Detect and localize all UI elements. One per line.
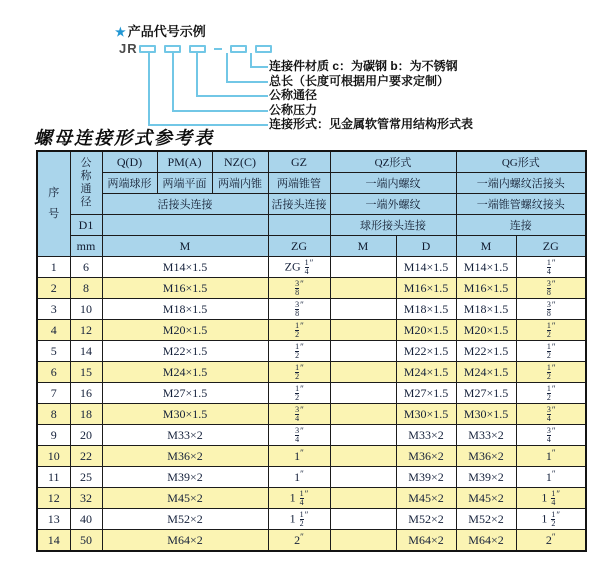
table-row bbox=[37, 257, 586, 278]
col-d1: D1 bbox=[70, 215, 102, 236]
cell-qg-zg: 1 $\frac{1}{2}$ ″ bbox=[516, 509, 586, 530]
cell-m: M22×1.5 bbox=[102, 341, 268, 362]
cell-dn: 6 bbox=[70, 257, 102, 278]
col-qg-sub: 一端内螺纹活接头 bbox=[456, 173, 586, 194]
cell-m: M33×2 bbox=[102, 425, 268, 446]
code-box bbox=[164, 45, 181, 53]
cell-qz-d: M14×1.5 bbox=[396, 257, 456, 278]
cell-dn: 40 bbox=[70, 509, 102, 530]
cell-qz-d: M27×1.5 bbox=[396, 383, 456, 404]
fraction: $\frac{1}{2}$ bbox=[551, 509, 556, 528]
header-row-2 bbox=[37, 173, 586, 194]
code-box bbox=[255, 45, 272, 53]
cell-m: M39×2 bbox=[102, 467, 268, 488]
callout-label: 连接件材质 c：为碳钢 b：为不锈钢 bbox=[269, 59, 458, 73]
cell-qz-d: M39×2 bbox=[396, 467, 456, 488]
cell-qz-m bbox=[330, 383, 396, 404]
nut-connection-table bbox=[36, 150, 587, 552]
cell-seq: 9 bbox=[37, 425, 70, 446]
cell-dn: 20 bbox=[70, 425, 102, 446]
table-row bbox=[37, 362, 586, 383]
table-row bbox=[37, 383, 586, 404]
cell-seq: 13 bbox=[37, 509, 70, 530]
cell-qz-d: M24×1.5 bbox=[396, 362, 456, 383]
col-pm-sub: 两端平面 bbox=[157, 173, 212, 194]
union-connection: 活接头连接 bbox=[102, 194, 268, 215]
cell-qg-zg: $\frac{1}{2}$ ″ bbox=[516, 362, 586, 383]
fraction: $\frac{3}{8}$ bbox=[295, 299, 300, 318]
cell-qz-m bbox=[330, 446, 396, 467]
table-row bbox=[37, 509, 586, 530]
fraction: $\frac{3}{4}$ bbox=[546, 425, 551, 444]
fraction: $\frac{1}{2}$ bbox=[295, 362, 300, 381]
code-dash bbox=[214, 48, 222, 50]
fraction: $\frac{1}{2}$ bbox=[546, 362, 551, 381]
cell-seq: 10 bbox=[37, 446, 70, 467]
cell-qg-zg: $\frac{3}{4}$ ″ bbox=[516, 425, 586, 446]
fraction: $\frac{3}{8}$ bbox=[546, 299, 551, 318]
col-pm: PM(A) bbox=[157, 151, 212, 173]
cell-qg-m: M64×2 bbox=[456, 530, 516, 552]
qz-external-thread: 一端外螺纹 bbox=[330, 194, 456, 215]
cell-gz: 1″ bbox=[268, 446, 330, 467]
fraction: $\frac{3}{4}$ bbox=[546, 404, 551, 423]
cell-qz-m bbox=[330, 467, 396, 488]
cell-seq: 5 bbox=[37, 341, 70, 362]
unit-qz-m: M bbox=[330, 236, 396, 257]
fraction: $\frac{1}{4}$ bbox=[299, 488, 304, 507]
cell-dn: 16 bbox=[70, 383, 102, 404]
col-qg: QG形式 bbox=[456, 151, 586, 173]
cell-qz-m bbox=[330, 509, 396, 530]
cell-seq: 14 bbox=[37, 530, 70, 552]
cell-qz-m bbox=[330, 404, 396, 425]
cell-m: M18×1.5 bbox=[102, 299, 268, 320]
fraction: $\frac{3}{4}$ bbox=[295, 425, 300, 444]
col-qz-sub: 一端内螺纹 bbox=[330, 173, 456, 194]
cell-qg-m: M24×1.5 bbox=[456, 362, 516, 383]
col-gz: GZ bbox=[268, 151, 330, 173]
cell-qz-m bbox=[330, 257, 396, 278]
code-box bbox=[139, 45, 156, 53]
cell-qg-m: M33×2 bbox=[456, 425, 516, 446]
cell-qg-zg: $\frac{3}{8}$ ″ bbox=[516, 278, 586, 299]
cell-qg-zg: 1″ bbox=[516, 467, 586, 488]
cell-seq: 4 bbox=[37, 320, 70, 341]
cell-gz: 1 $\frac{1}{2}$ ″ bbox=[268, 509, 330, 530]
cell-gz: $\frac{3}{4}$ ″ bbox=[268, 425, 330, 446]
unit-m: M bbox=[102, 236, 268, 257]
fraction: $\frac{1}{2}$ bbox=[546, 320, 551, 339]
cell-dn: 32 bbox=[70, 488, 102, 509]
cell-seq: 1 bbox=[37, 257, 70, 278]
cell-qz-d: M36×2 bbox=[396, 446, 456, 467]
cell-dn: 14 bbox=[70, 341, 102, 362]
callout-label: 公称通径 bbox=[269, 88, 318, 102]
cell-gz: $\frac{3}{8}$ ″ bbox=[268, 278, 330, 299]
fraction: $\frac{3}{4}$ bbox=[295, 404, 300, 423]
cell-dn: 50 bbox=[70, 530, 102, 552]
col-dn: 公 称 通 径 bbox=[70, 151, 102, 215]
fraction: $\frac{1}{4}$ bbox=[546, 257, 551, 276]
product-code-prefix: JR bbox=[119, 41, 138, 56]
qg-connection: 连接 bbox=[456, 215, 586, 236]
cell-qz-d: M33×2 bbox=[396, 425, 456, 446]
cell-qg-zg: 1″ bbox=[516, 446, 586, 467]
cell-m: M14×1.5 bbox=[102, 257, 268, 278]
cell-qz-d: M22×1.5 bbox=[396, 341, 456, 362]
cell-gz: $\frac{3}{8}$ ″ bbox=[268, 299, 330, 320]
cell-dn: 8 bbox=[70, 278, 102, 299]
cell-qg-zg: $\frac{3}{4}$ ″ bbox=[516, 404, 586, 425]
fraction: $\frac{1}{2}$ bbox=[546, 341, 551, 360]
callout-label: 连接形式：见金属软管常用结构形式表 bbox=[269, 117, 474, 131]
diagram-caption bbox=[115, 21, 206, 40]
cell-qz-d: M64×2 bbox=[396, 530, 456, 552]
cell-qz-m bbox=[330, 278, 396, 299]
code-box bbox=[230, 45, 247, 53]
table-row bbox=[37, 488, 586, 509]
col-seq: 序 号 bbox=[37, 151, 70, 257]
fraction: $\frac{3}{8}$ bbox=[295, 278, 300, 297]
cell-qg-zg: $\frac{1}{2}$ ″ bbox=[516, 383, 586, 404]
cell-seq: 8 bbox=[37, 404, 70, 425]
cell-qz-m bbox=[330, 341, 396, 362]
code-box bbox=[189, 45, 206, 53]
callout-line bbox=[250, 53, 268, 68]
page-title: 螺母连接形式参考表 bbox=[34, 128, 214, 149]
fraction: $\frac{3}{8}$ bbox=[546, 278, 551, 297]
cell-qg-m: M22×1.5 bbox=[456, 341, 516, 362]
table-row bbox=[37, 446, 586, 467]
cell-qg-m: M52×2 bbox=[456, 509, 516, 530]
qz-ball-connection: 球形接头连接 bbox=[330, 215, 456, 236]
cell-gz: 1 $\frac{1}{4}$ ″ bbox=[268, 488, 330, 509]
cell-qg-m: M36×2 bbox=[456, 446, 516, 467]
cell-gz: $\frac{1}{2}$ ″ bbox=[268, 341, 330, 362]
gz-connection: 活接头连接 bbox=[268, 194, 330, 215]
cell-qg-m: M20×1.5 bbox=[456, 320, 516, 341]
cell-qg-m: M27×1.5 bbox=[456, 383, 516, 404]
unit-mm: mm bbox=[70, 236, 102, 257]
cell-m: M36×2 bbox=[102, 446, 268, 467]
empty-cell bbox=[102, 215, 268, 236]
table-row bbox=[37, 341, 586, 362]
cell-qg-m: M30×1.5 bbox=[456, 404, 516, 425]
fraction: $\frac{1}{2}$ bbox=[295, 383, 300, 402]
cell-qg-zg: $\frac{1}{2}$ ″ bbox=[516, 320, 586, 341]
fraction: $\frac{1}{2}$ bbox=[295, 320, 300, 339]
cell-seq: 7 bbox=[37, 383, 70, 404]
table-row bbox=[37, 530, 586, 552]
table-row bbox=[37, 320, 586, 341]
unit-qz-d: D bbox=[396, 236, 456, 257]
header-row-5 bbox=[37, 236, 586, 257]
cell-dn: 25 bbox=[70, 467, 102, 488]
qg-taper-joint: 一端锥管螺纹接头 bbox=[456, 194, 586, 215]
col-q: Q(D) bbox=[102, 151, 157, 173]
table-row bbox=[37, 467, 586, 488]
fraction: $\frac{1}{2}$ bbox=[295, 341, 300, 360]
callout-label: 公称压力 bbox=[269, 103, 318, 117]
table-row bbox=[37, 404, 586, 425]
cell-qz-d: M16×1.5 bbox=[396, 278, 456, 299]
fraction: $\frac{1}{4}$ bbox=[304, 257, 309, 276]
cell-qg-m: M39×2 bbox=[456, 467, 516, 488]
cell-qz-d: M45×2 bbox=[396, 488, 456, 509]
cell-gz: $\frac{3}{4}$ ″ bbox=[268, 404, 330, 425]
table-row bbox=[37, 425, 586, 446]
cell-m: M30×1.5 bbox=[102, 404, 268, 425]
col-gz-sub: 两端锥管 bbox=[268, 173, 330, 194]
fraction: $\frac{1}{2}$ bbox=[546, 383, 551, 402]
empty-cell bbox=[268, 215, 330, 236]
header-row-4 bbox=[37, 215, 586, 236]
cell-qg-zg: $\frac{1}{4}$ ″ bbox=[516, 257, 586, 278]
code-boxes bbox=[139, 45, 272, 53]
header-row-3 bbox=[37, 194, 586, 215]
col-nz: NZ(C) bbox=[212, 151, 268, 173]
cell-qg-m: M45×2 bbox=[456, 488, 516, 509]
fraction: $\frac{1}{4}$ bbox=[551, 488, 556, 507]
cell-qg-m: M18×1.5 bbox=[456, 299, 516, 320]
unit-qg-m: M bbox=[456, 236, 516, 257]
cell-m: M20×1.5 bbox=[102, 320, 268, 341]
cell-gz: 1″ bbox=[268, 467, 330, 488]
cell-qz-m bbox=[330, 299, 396, 320]
cell-dn: 15 bbox=[70, 362, 102, 383]
cell-dn: 12 bbox=[70, 320, 102, 341]
cell-m: M64×2 bbox=[102, 530, 268, 552]
unit-qg-zg: ZG bbox=[516, 236, 586, 257]
cell-qz-d: M30×1.5 bbox=[396, 404, 456, 425]
cell-gz: $\frac{1}{2}$ ″ bbox=[268, 320, 330, 341]
cell-qz-d: M52×2 bbox=[396, 509, 456, 530]
cell-gz: ZG $\frac{1}{4}$ ″ bbox=[268, 257, 330, 278]
cell-qg-zg: 2″ bbox=[516, 530, 586, 552]
col-qz: QZ形式 bbox=[330, 151, 456, 173]
cell-m: M27×1.5 bbox=[102, 383, 268, 404]
cell-seq: 11 bbox=[37, 467, 70, 488]
col-nz-sub: 两端内锥 bbox=[212, 173, 268, 194]
cell-qg-zg: $\frac{1}{2}$ ″ bbox=[516, 341, 586, 362]
table-row bbox=[37, 278, 586, 299]
cell-qz-m bbox=[330, 362, 396, 383]
cell-qz-d: M20×1.5 bbox=[396, 320, 456, 341]
cell-qg-m: M16×1.5 bbox=[456, 278, 516, 299]
cell-dn: 22 bbox=[70, 446, 102, 467]
cell-m: M16×1.5 bbox=[102, 278, 268, 299]
cell-qg-zg: 1 $\frac{1}{4}$ ″ bbox=[516, 488, 586, 509]
cell-qg-m: M14×1.5 bbox=[456, 257, 516, 278]
col-q-sub: 两端球形 bbox=[102, 173, 157, 194]
cell-gz: $\frac{1}{2}$ ″ bbox=[268, 362, 330, 383]
header-row-1 bbox=[37, 151, 586, 173]
cell-qz-m bbox=[330, 425, 396, 446]
cell-gz: 2″ bbox=[268, 530, 330, 552]
cell-qg-zg: $\frac{3}{8}$ ″ bbox=[516, 299, 586, 320]
fraction: $\frac{1}{2}$ bbox=[299, 509, 304, 528]
cell-gz: $\frac{1}{2}$ ″ bbox=[268, 383, 330, 404]
callout-label: 总长（长度可根据用户要求定制） bbox=[269, 74, 450, 88]
cell-qz-m bbox=[330, 320, 396, 341]
cell-seq: 12 bbox=[37, 488, 70, 509]
star-icon: ★ bbox=[115, 25, 126, 39]
cell-seq: 2 bbox=[37, 278, 70, 299]
cell-qz-d: M18×1.5 bbox=[396, 299, 456, 320]
cell-seq: 6 bbox=[37, 362, 70, 383]
cell-m: M45×2 bbox=[102, 488, 268, 509]
diagram-caption-text: 产品代号示例 bbox=[127, 24, 206, 39]
cell-seq: 3 bbox=[37, 299, 70, 320]
cell-qz-m bbox=[330, 530, 396, 552]
unit-zg: ZG bbox=[268, 236, 330, 257]
table-row bbox=[37, 299, 586, 320]
cell-dn: 10 bbox=[70, 299, 102, 320]
cell-m: M24×1.5 bbox=[102, 362, 268, 383]
cell-dn: 18 bbox=[70, 404, 102, 425]
cell-qz-m bbox=[330, 488, 396, 509]
cell-m: M52×2 bbox=[102, 509, 268, 530]
